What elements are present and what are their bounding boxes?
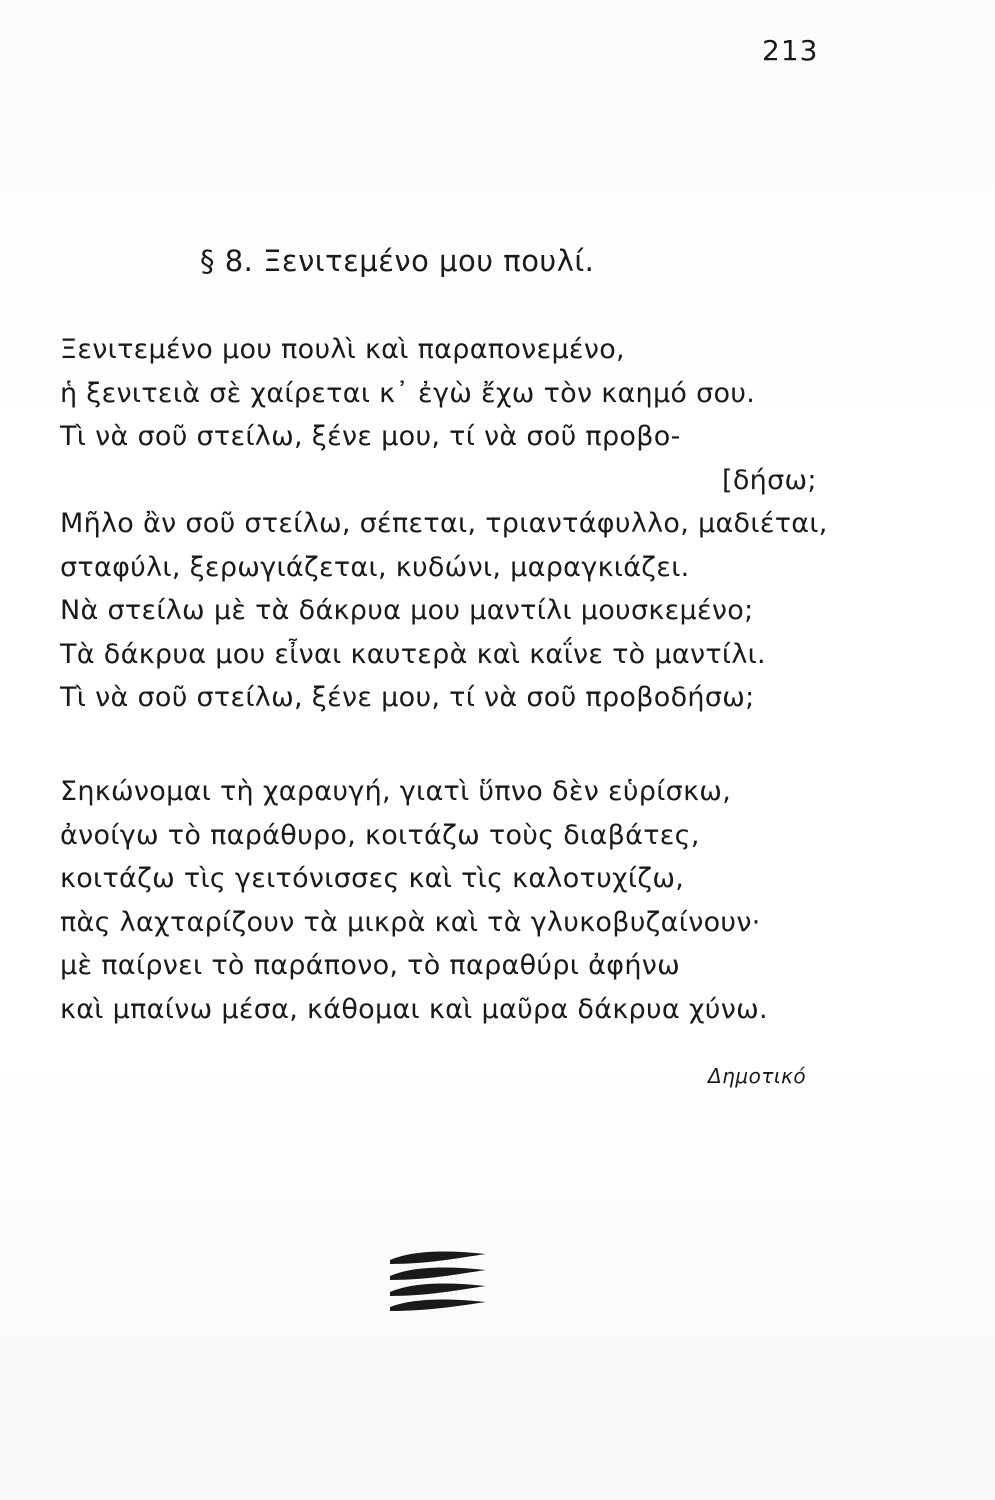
poem-line-continuation: [δήσω; [722, 464, 817, 496]
poem-line: Ξενιτεμένο μου πουλὶ καὶ παραπονεμένο, [60, 334, 625, 365]
poem-line: μὲ παίρνει τὸ παράπονο, τὸ παραθύρι ἀφήνω [60, 950, 681, 981]
poem-stanza-2 [60, 770, 768, 1031]
ornament-wave [390, 1252, 486, 1264]
poem-title: § 8. Ξενιτεμένο μου πουλί. [200, 244, 595, 278]
ornament-wave [390, 1284, 486, 1296]
poem-line: ἡ ξενιτειὰ σὲ χαίρεται κ᾽ ἐγὼ ἔχω τὸν καημό σου. [60, 377, 756, 409]
poem-line: κοιτάζω τὶς γειτόνισσες καὶ τὶς καλοτυχίζω, [60, 863, 685, 894]
poem-attribution: Δημοτικό [708, 1064, 807, 1088]
poem-line: καὶ μπαίνω μέσα, κάθομαι καὶ μαῦρα δάκρυα χύνω. [60, 993, 768, 1025]
poem-line: Νὰ στείλω μὲ τὰ δάκρυα μου μαντίλι μουσκεμένο; [60, 595, 754, 626]
wave-ornament-icon [388, 1250, 488, 1312]
poem-line: ἀνοίγω τὸ παράθυρο, κοιτάζω τοὺς διαβάτες, [60, 819, 700, 851]
ornament-wave [390, 1299, 486, 1311]
poem-line: Σηκώνομαι τὴ χαραυγή, γιατὶ ὕπνο δὲν εὑρίσκω, [60, 776, 732, 807]
poem-line: Τὶ νὰ σοῦ στείλω, ξένε μου, τί νὰ σοῦ προβοδήσω; [60, 682, 755, 713]
poem-line: πὰς λαχταρίζουν τὰ μικρὰ καὶ τὰ γλυκοβυζαίνουν· [60, 906, 761, 938]
poem-stanza-1 [60, 328, 828, 720]
poem-line: Τὶ νὰ σοῦ στείλω, ξένε μου, τί νὰ σοῦ προβο- [60, 421, 681, 452]
poem-line: σταφύλι, ξερωγιάζεται, κυδώνι, μαραγκιάζει. [60, 551, 690, 583]
poem-line: Μῆλο ἂν σοῦ στείλω, σέπεται, τριαντάφυλλο, μαδιέται, [60, 508, 828, 539]
page-number: 213 [762, 34, 819, 67]
ornament-wave [390, 1268, 486, 1280]
poem-line: Τὰ δάκρυα μου εἶναι καυτερὰ καὶ καΐνε τὸ μαντίλι. [60, 638, 766, 670]
